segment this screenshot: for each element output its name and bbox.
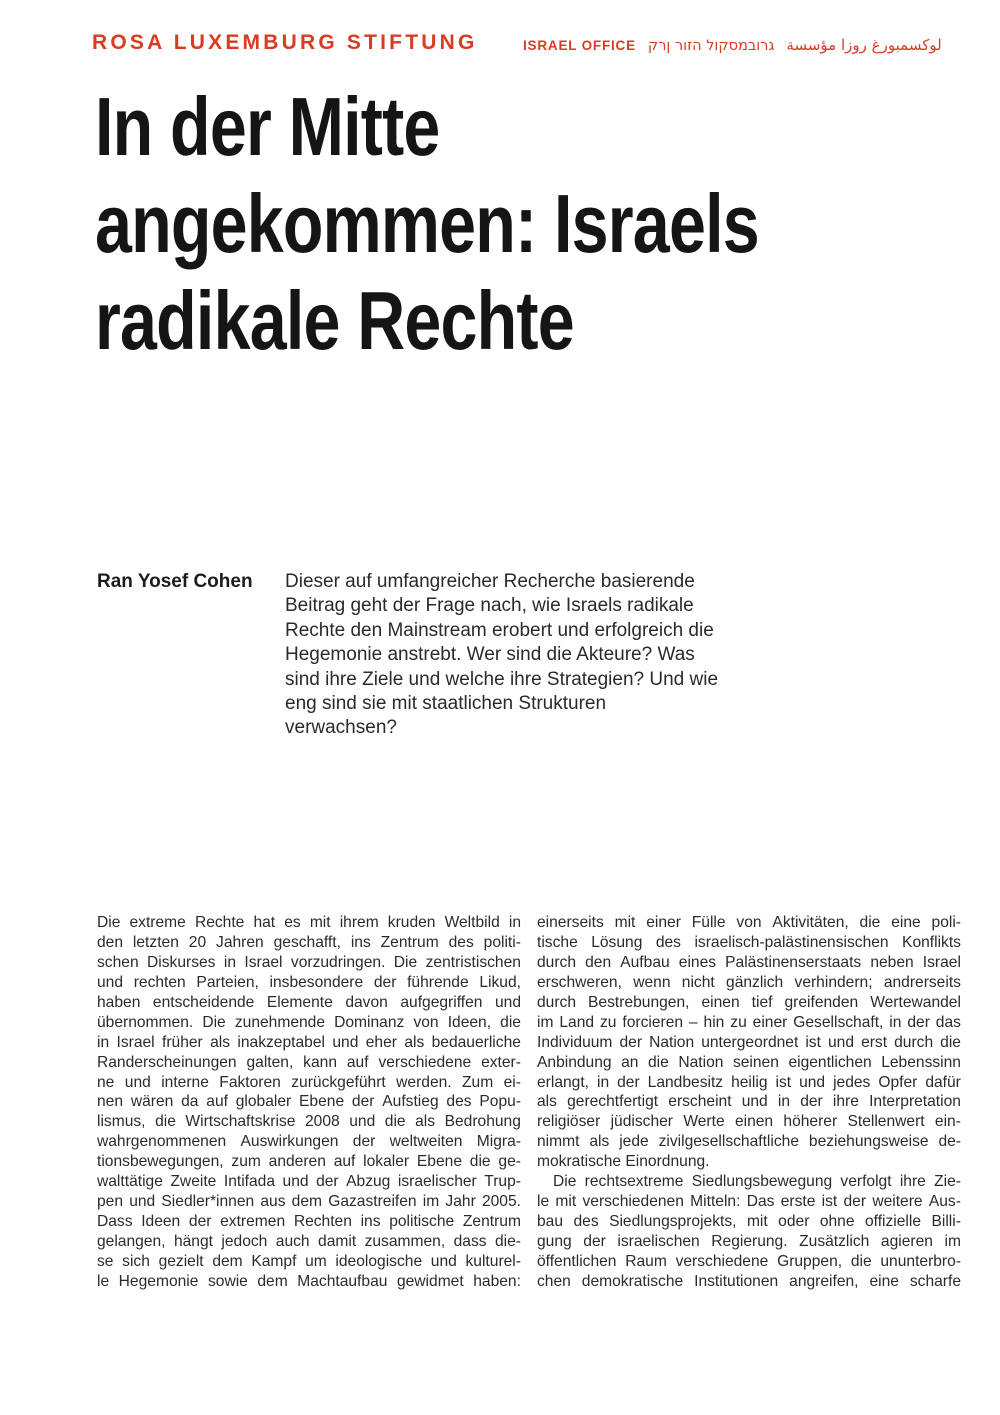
hebrew-foundation-name: קרן רוזה לוקסמבורג xyxy=(647,38,775,54)
text-line: verwachsen? xyxy=(285,717,397,739)
body-text-line: wahrgenommenen Auswirkungen der weltweiten Migra- xyxy=(97,1133,521,1151)
body-text-line: Individuum der Nation untergeordnet ist und erst durch die xyxy=(537,1033,961,1051)
body-text-line: religiöser jüdischer Werte einen höherer Stellenwert ein- xyxy=(537,1113,961,1131)
body-text-line: öffentlichen Raum verschiedene Gruppen, die ununterbro- xyxy=(537,1252,961,1270)
body-text-line: bau des Siedlungsprojekts, mit oder ohne offizielle Billi- xyxy=(537,1213,961,1231)
text-line: angekommen: Israels xyxy=(95,177,759,270)
text-line: Rechte den Mainstream erobert und erfolgreich die xyxy=(285,619,714,641)
body-text-line: erschweren, wenn nicht gänzlich verhindern; andrerseits xyxy=(537,973,961,991)
text-line: Dieser auf umfangreicher Recherche basierende xyxy=(285,571,695,592)
body-text-line: einerseits mit einer Fülle von Aktivitäten, die eine poli- xyxy=(537,914,961,931)
body-text-line: haben entscheidende Elemente davon aufgegriffen und xyxy=(97,993,521,1011)
body-text-line: se sich gezielt dem Kampf um ideologische und kulturel- xyxy=(97,1252,521,1270)
body-text-line: im Land zu forcieren – hin zu einer Gesellschaft, in der das xyxy=(537,1013,961,1031)
body-text-line: schen Diskurses in Israel vorzudringen. Die zentristischen xyxy=(97,953,521,971)
israel-office-label: ISRAEL OFFICE xyxy=(523,38,636,53)
arabic-foundation-name: مؤسسة ‎روزا ‎لوكسمبورغ xyxy=(786,36,942,54)
body-text-line: Anbindung an die Nation seinen eigentlichen Lebenssinn xyxy=(537,1053,961,1071)
body-text-line: lismus, die Wirtschaftskrise 2008 und die als Bedrohung xyxy=(97,1113,521,1131)
author-name: Ran Yosef Cohen xyxy=(97,571,253,592)
body-text-line: chen demokratische Institutionen angreifen, eine scharfe xyxy=(537,1272,961,1290)
body-text-line: in Israel früher als inakzeptabel und eher als bedauerliche xyxy=(97,1033,521,1051)
body-text-line: Die extreme Rechte hat es mit ihrem kruden Weltbild in xyxy=(97,914,521,931)
rosa-luxemburg-stiftung-logo: ROSA LUXEMBURG STIFTUNG xyxy=(92,31,478,54)
body-text-line: pen und Siedler*innen aus dem Gazastreifen im Jahr 2005. xyxy=(97,1193,521,1211)
text-line: eng sind sie mit staatlichen Strukturen xyxy=(285,693,607,715)
body-text-line: gelangen, hängt jedoch auch damit zusammen, dass die- xyxy=(97,1233,521,1250)
masthead-office-row xyxy=(523,36,942,54)
body-text-line: durch den Aufbau eines Palästinenserstaats neben Israel xyxy=(537,953,961,971)
body-text-line: tische Lösung des israelisch-palästinensischen Konflikts xyxy=(537,933,961,951)
body-text-line: Die rechtsextreme Siedlungsbewegung verfolgt ihre Zie- xyxy=(553,1173,961,1191)
body-text-line: gung der israelischen Regierung. Zusätzlich agieren im xyxy=(537,1233,961,1250)
body-text-line: walttätige Zweite Intifada und der Abzug israelischer Trup- xyxy=(97,1173,521,1191)
body-text-line: Randerscheinungen galten, kann auf verschiedene exter- xyxy=(97,1053,521,1071)
body-text-line: le mit verschiedenen Mitteln: Das erste ist der weitere Aus- xyxy=(537,1193,961,1211)
body-text-line: le Hegemonie sowie dem Machtaufbau gewidmet haben: xyxy=(97,1272,521,1290)
body-text-line: ne und interne Faktoren zurückgeführt werden. Zum ei- xyxy=(97,1073,521,1091)
text-line: sind ihre Ziele und welche ihre Strategien? Und wie xyxy=(285,668,719,690)
body-text-line: übernommen. Die zunehmende Dominanz von Ideen, die xyxy=(97,1013,521,1031)
body-text-line: tionsbewegungen, zum anderen auf lokaler Ebene die ge- xyxy=(97,1153,521,1171)
article-headline xyxy=(95,78,759,369)
text-line: radikale Rechte xyxy=(95,274,574,367)
text-line: Beitrag geht der Frage nach, wie Israels radikale xyxy=(285,595,694,617)
body-text-line: und rechten Parteien, insbesondere der führende Likud, xyxy=(97,973,521,991)
body-text-line: nen wären da auf globaler Ebene der Aufstieg des Popu- xyxy=(97,1093,521,1111)
body-text-line: durch Bestrebungen, einen tief greifenden Wertewandel xyxy=(537,993,961,1011)
body-left-column xyxy=(97,913,521,1292)
body-text-line: mokratische Einordnung. xyxy=(537,1153,710,1171)
body-text-line: erlangt, in der Landbesitz heilig ist und jedes Opfer dafür xyxy=(537,1073,961,1091)
intro-paragraph xyxy=(285,570,805,741)
body-right-column xyxy=(537,913,961,1292)
body-text-line: Dass Ideen der extremen Rechten ins politische Zentrum xyxy=(97,1213,521,1231)
text-line: Hegemonie anstrebt. Wer sind die Akteure? Was xyxy=(285,644,695,666)
body-text-line: als gerechtfertigt erscheint und in der ihre Interpretation xyxy=(537,1093,961,1111)
text-line: In der Mitte xyxy=(95,80,440,173)
body-text-line: den letzten 20 Jahren geschafft, ins Zentrum des politi- xyxy=(97,933,521,951)
body-text-line: nimmt als jede zivilgesellschaftliche beziehungsweise de- xyxy=(537,1133,961,1151)
